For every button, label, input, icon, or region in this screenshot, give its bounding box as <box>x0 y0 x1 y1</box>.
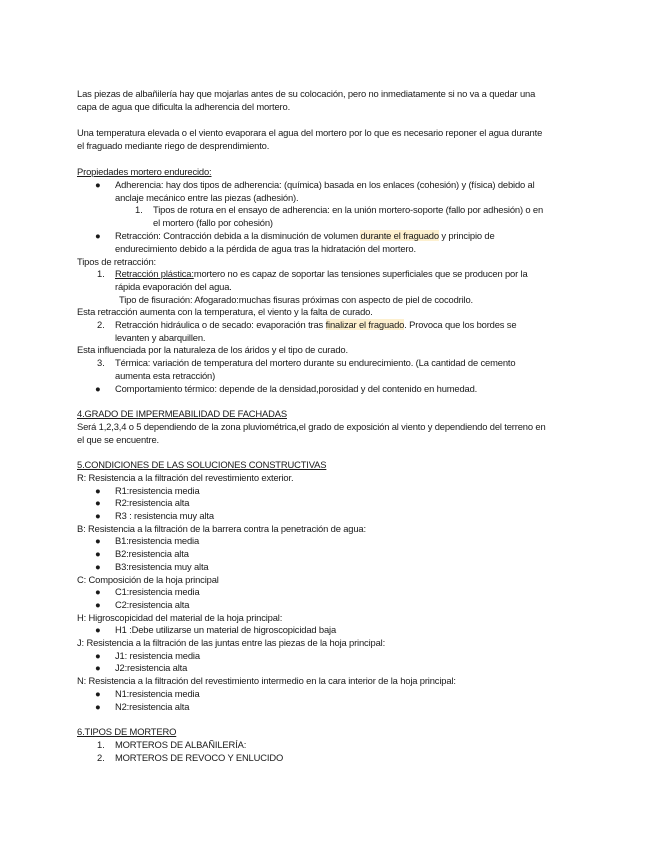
item-J1: J1: resistencia media <box>115 650 200 661</box>
seccion4-line-1: Será 1,2,3,4 o 5 dependiendo de la zona pluviométrica,el grado de exposición al viento y dependiendo del terreno en <box>77 421 546 432</box>
retraccion-text-a: Retracción: Contracción debida a la disminución de volumen <box>115 230 361 241</box>
termica-line-1: Térmica: variación de temperatura del mortero durante su endurecimiento. (La cantidad de cemento <box>115 357 516 368</box>
influenciada-text: Esta influenciada por la naturaleza de los áridos y el tipo de curado. <box>77 344 348 355</box>
rotura-line-1: Tipos de rotura en el ensayo de adherencia: en la unión mortero-soporte (fallo por adhesión) o en <box>153 204 544 215</box>
item-R2: R2:resistencia alta <box>115 497 190 508</box>
adherencia-line-2: anclaje mecánico entre las piezas (adhesión). <box>115 192 299 203</box>
aumenta-text: Esta retracción aumenta con la temperatura, el viento y la falta de curado. <box>77 306 373 317</box>
intro-paragraph-2-line-2: el fraguado mediante riego de desprendimiento. <box>77 140 270 151</box>
hidraulica-line-2: levanten y abarquillen. <box>115 332 206 343</box>
intro-paragraph-1-line-1: Las piezas de albañilería hay que mojarlas antes de su colocación, pero no inmediatamente si no va a quedar una <box>77 88 536 99</box>
bullet-icon: ● <box>95 497 101 508</box>
plastica-line-2: rápida evaporación del agua. <box>115 281 232 292</box>
hidraulica-highlight: finalizar el fraguado <box>325 319 405 330</box>
condicion-H: H: Higroscopicidad del material de la hoja principal: <box>77 612 283 623</box>
condicion-B: B: Resistencia a la filtración de la barrera contra la penetración de agua: <box>77 523 366 534</box>
retraccion-highlight: durante el fraguado <box>360 230 439 241</box>
item-C1: C1:resistencia media <box>115 586 200 597</box>
item-N1: N1:resistencia media <box>115 688 200 699</box>
seccion4-heading: 4.GRADO DE IMPERMEABILIDAD DE FACHADAS <box>77 408 287 419</box>
propiedades-heading: Propiedades mortero endurecido: <box>77 166 212 177</box>
item2-text: MORTEROS DE REVOCO Y ENLUCIDO <box>115 752 284 763</box>
item-B3: B3:resistencia muy alta <box>115 561 209 572</box>
rotura-line-2: el mortero (fallo por cohesión) <box>153 217 273 228</box>
bullet-icon: ● <box>95 561 101 572</box>
bullet-icon: ● <box>95 688 101 699</box>
item-C2: C2:resistencia alta <box>115 599 190 610</box>
tipos-retraccion-heading: Tipos de retracción: <box>77 256 156 267</box>
bullet-icon: ● <box>95 650 101 661</box>
plastica-line-1 <box>115 268 528 281</box>
bullet-icon: ● <box>95 383 101 394</box>
condicion-J: J: Resistencia a la filtración de las juntas entre las piezas de la hoja principal: <box>77 637 386 648</box>
plastica-rest: mortero no es capaz de soportar las tensiones superficiales que se producen por la <box>193 268 528 279</box>
seccion5-heading: 5.CONDICIONES DE LAS SOLUCIONES CONSTRUCTIVAS <box>77 459 327 470</box>
item-B1: B1:resistencia media <box>115 535 200 546</box>
seccion6-heading: 6.TIPOS DE MORTERO <box>77 726 177 737</box>
item-J2: J2:resistencia alta <box>115 662 188 673</box>
plastica-title: Retracción plástica: <box>115 268 194 279</box>
bullet-icon: ● <box>95 624 101 635</box>
condicion-R: R: Resistencia a la filtración del revestimiento exterior. <box>77 472 294 483</box>
plastica-number: 1. <box>97 268 105 279</box>
bullet-icon: ● <box>95 548 101 559</box>
bullet-icon: ● <box>95 230 101 241</box>
termica-line-2: aumenta esta retracción) <box>115 370 216 381</box>
item1-text: MORTEROS DE ALBAÑILERÍA: <box>115 739 247 750</box>
retraccion-line-2: endurecimiento debido a la pérdida de agua tras la hidratación del mortero. <box>115 243 416 254</box>
fisuracion-text: Tipo de fisuración: Afogarado:muchas fisuras próximas con aspecto de piel de cocodrilo. <box>119 294 473 305</box>
rotura-number: 1. <box>135 204 143 215</box>
intro-paragraph-1-line-2: capa de agua que dificulta la adherencia del mortero. <box>77 101 291 112</box>
bullet-icon: ● <box>95 599 101 610</box>
seccion4-line-2: el que se encuentre. <box>77 434 159 445</box>
hidraulica-number: 2. <box>97 319 105 330</box>
retraccion-line-1 <box>115 230 495 243</box>
item-N2: N2:resistencia alta <box>115 701 190 712</box>
item2-number: 2. <box>97 752 105 763</box>
item-B2: B2:resistencia alta <box>115 548 189 559</box>
retraccion-text-b: y principio de <box>438 230 495 241</box>
item-R3: R3 : resistencia muy alta <box>115 510 214 521</box>
hidraulica-line-1 <box>115 319 516 332</box>
intro-paragraph-2-line-1: Una temperatura elevada o el viento evaporara el agua del mortero por lo que es necesario reponer el agua durante <box>77 127 543 138</box>
hidraulica-text-b: . Provoca que los bordes se <box>404 319 517 330</box>
bullet-icon: ● <box>95 586 101 597</box>
bullet-icon: ● <box>95 179 101 190</box>
item-H1: H1 :Debe utilizarse un material de higroscopicidad baja <box>115 624 337 635</box>
item-R1: R1:resistencia media <box>115 485 200 496</box>
condicion-N: N: Resistencia a la filtración del revestimiento intermedio en la cara interior de la hoja principal: <box>77 675 456 686</box>
bullet-icon: ● <box>95 701 101 712</box>
termica-number: 3. <box>97 357 105 368</box>
comportamiento-text: Comportamiento térmico: depende de la densidad,porosidad y del contenido en humedad. <box>115 383 478 394</box>
bullet-icon: ● <box>95 535 101 546</box>
bullet-icon: ● <box>95 662 101 673</box>
adherencia-line-1: Adherencia: hay dos tipos de adherencia: (química) basada en los enlaces (cohesión) y (física) debido al <box>115 179 535 190</box>
hidraulica-text-a: Retracción hidráulica o de secado: evaporación tras <box>115 319 326 330</box>
bullet-icon: ● <box>95 485 101 496</box>
bullet-icon: ● <box>95 510 101 521</box>
condicion-C: C: Composición de la hoja principal <box>77 574 219 585</box>
item1-number: 1. <box>97 739 105 750</box>
